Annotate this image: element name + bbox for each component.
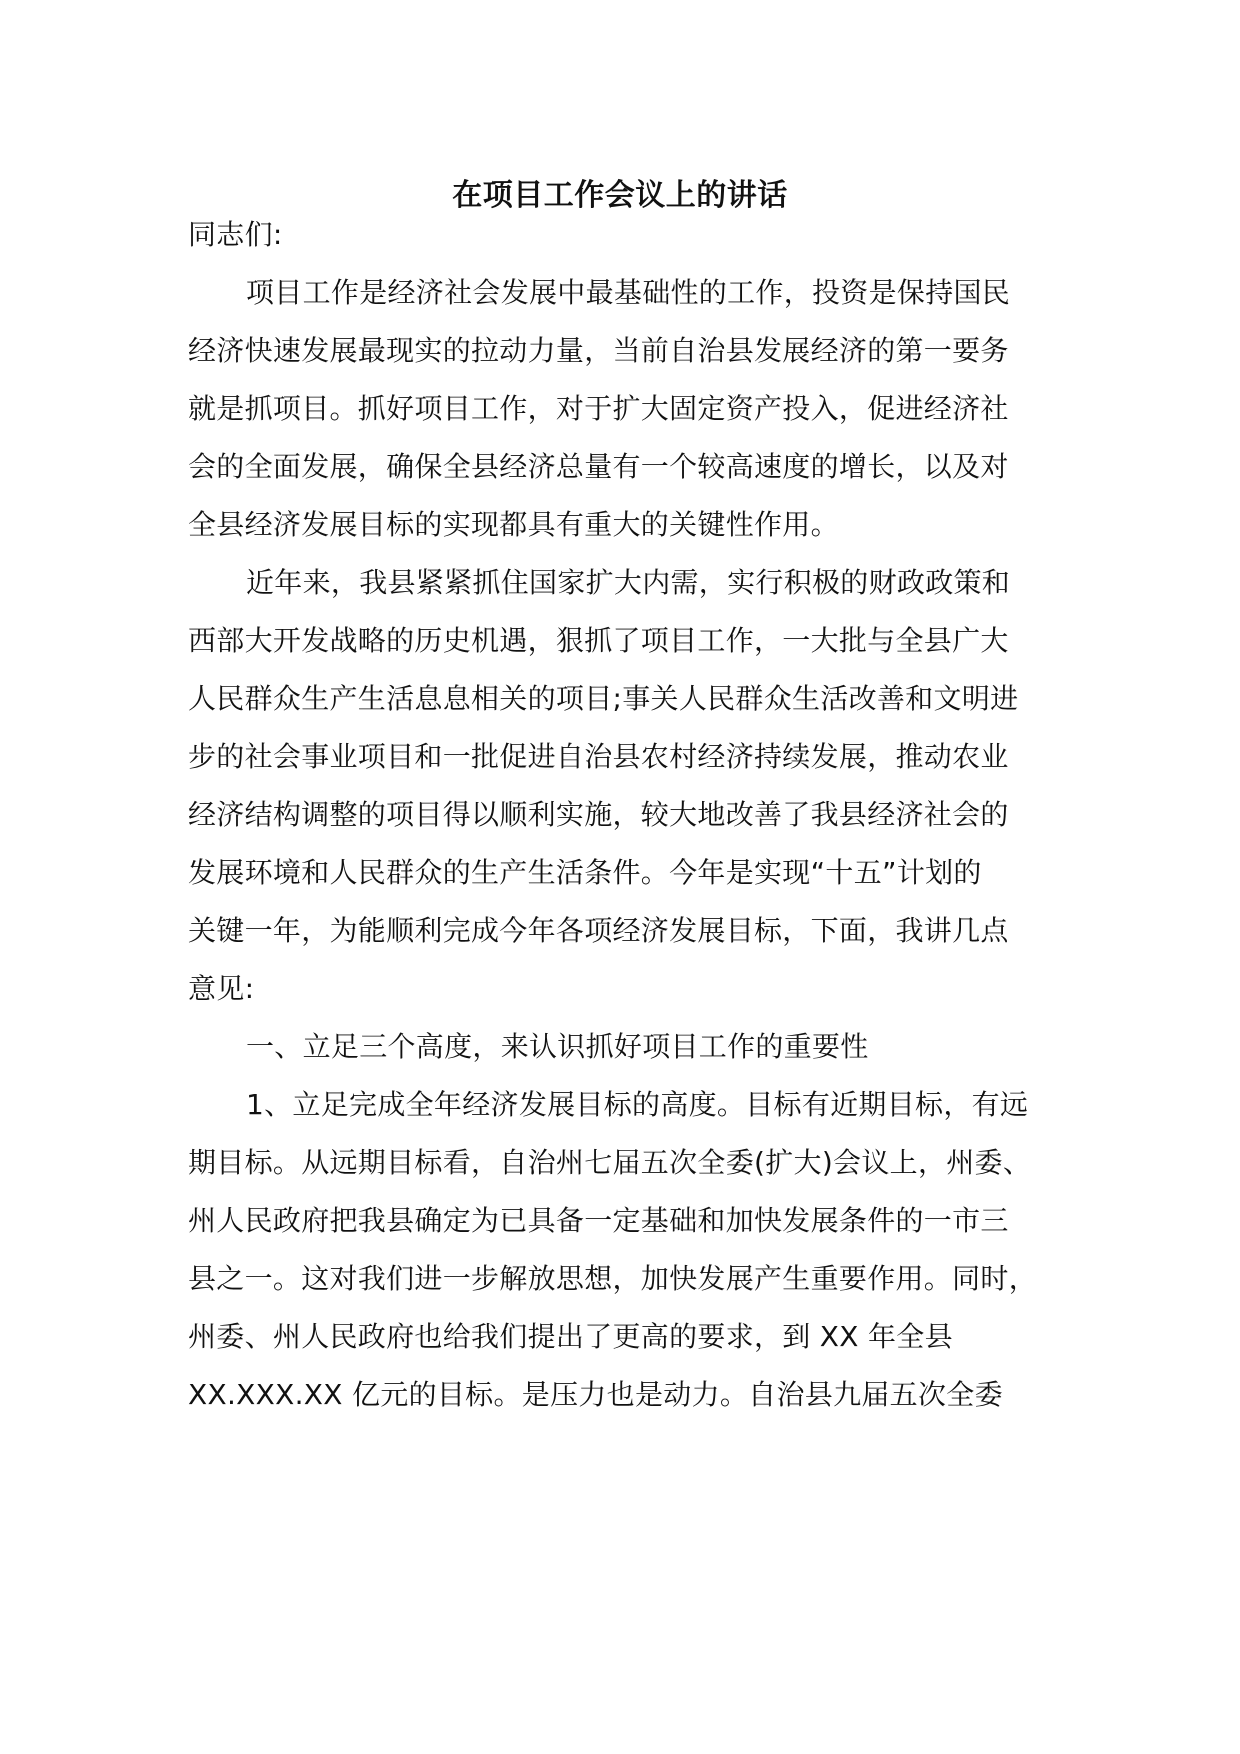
paragraph-2-line-5: 经济结构调整的项目得以顺利实施，较大地改善了我县经济社会的 (188, 798, 1009, 831)
paragraph-2-line-8: 意见: (188, 972, 255, 1005)
paragraph-3-line-4: 县之一。这对我们进一步解放思想，加快发展产生重要作用。同时， (188, 1262, 1038, 1295)
paragraph-1-line-4: 会的全面发展，确保全县经济总量有一个较高速度的增长，以及对 (188, 450, 1009, 483)
paragraph-2-line-3: 人民群众生产生活息息相关的项目;事关人民群众生活改善和文明进 (188, 682, 1019, 715)
paragraph-2-line-1: 近年来，我县紧紧抓住国家扩大内需，实行积极的财政政策和 (246, 566, 1011, 599)
paragraph-1-line-1: 项目工作是经济社会发展中最基础性的工作，投资是保持国民 (246, 276, 1011, 309)
document-title: 在项目工作会议上的讲话 (452, 178, 788, 213)
salutation: 同志们: (188, 218, 283, 251)
paragraph-3-line-6: XX.XXX.XX 亿元的目标。是压力也是动力。自治县九届五次全委 (188, 1378, 1003, 1411)
paragraph-3-line-2: 期目标。从远期目标看，自治州七届五次全委(扩大)会议上，州委、 (188, 1146, 1032, 1179)
paragraph-2-line-6: 发展环境和人民群众的生产生活条件。今年是实现“十五”计划的 (188, 856, 982, 889)
section-heading-1: 一、立足三个高度，来认识抓好项目工作的重要性 (246, 1030, 869, 1063)
paragraph-2-line-7: 关键一年，为能顺利完成今年各项经济发展目标，下面，我讲几点 (188, 914, 1009, 947)
paragraph-1-line-3: 就是抓项目。抓好项目工作，对于扩大固定资产投入，促进经济社 (188, 392, 1009, 425)
paragraph-3-line-5: 州委、州人民政府也给我们提出了更高的要求，到 XX 年全县 (188, 1320, 953, 1353)
paragraph-2-line-2: 西部大开发战略的历史机遇，狠抓了项目工作，一大批与全县广大 (188, 624, 1009, 657)
paragraph-3-line-1: 1、立足完成全年经济发展目标的高度。目标有近期目标，有远 (246, 1088, 1029, 1121)
paragraph-3-line-3: 州人民政府把我县确定为已具备一定基础和加快发展条件的一市三 (188, 1204, 1009, 1237)
paragraph-2-line-4: 步的社会事业项目和一批促进自治县农村经济持续发展，推动农业 (188, 740, 1009, 773)
paragraph-1-line-5: 全县经济发展目标的实现都具有重大的关键性作用。 (188, 508, 839, 541)
paragraph-1-line-2: 经济快速发展最现实的拉动力量，当前自治县发展经济的第一要务 (188, 334, 1009, 367)
